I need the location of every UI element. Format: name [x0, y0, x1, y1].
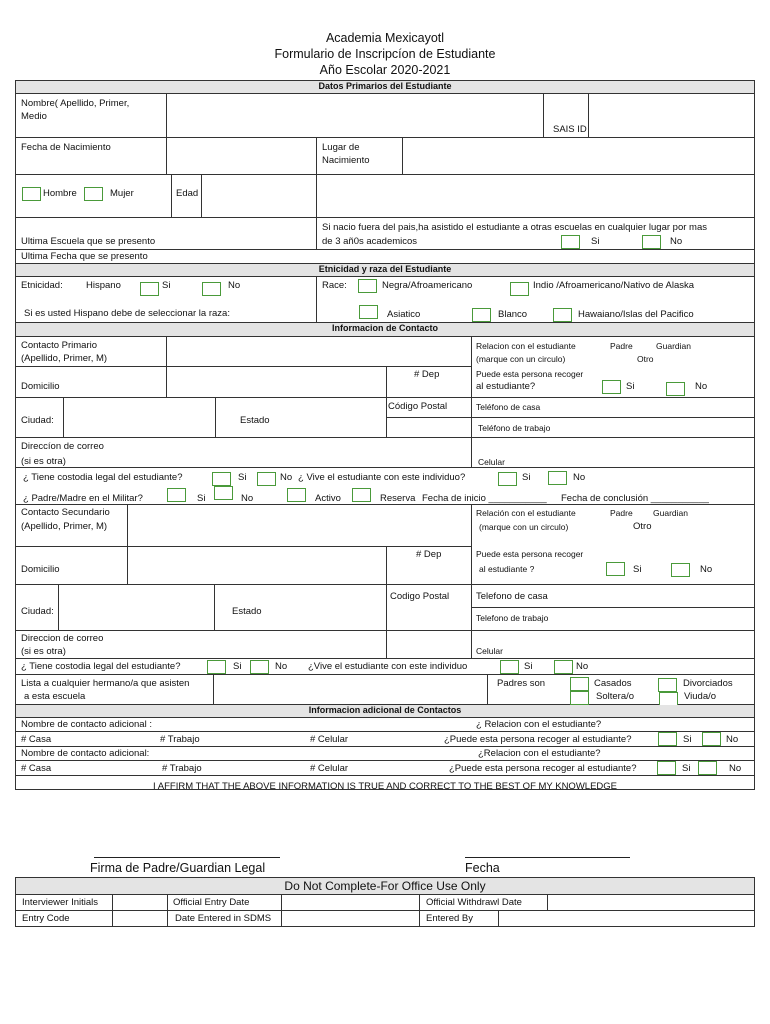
- hispanic-no-checkbox[interactable]: [202, 282, 221, 296]
- secondary-email-row: [15, 631, 755, 659]
- primary-pickup-label-1: Puede esta persona recoger: [476, 369, 584, 379]
- race-indian-label: Indio /Afroamericano/Nativo de Alaska: [533, 280, 695, 291]
- office-row-2: [15, 911, 755, 927]
- race-white-label: Blanco: [498, 309, 528, 320]
- primary-contact-label-2: (Apellido, Primer, M): [21, 353, 108, 364]
- primary-work-phone-label: Teléfono de trabajo: [478, 423, 551, 433]
- primary-email-label-2: (si es otra): [21, 456, 66, 467]
- divorced-checkbox[interactable]: [658, 678, 677, 692]
- last-date-label: Ultima Fecha que se presento: [21, 251, 148, 262]
- office-use-table: [15, 877, 755, 927]
- secondary-pickup-yes-checkbox[interactable]: [606, 562, 625, 576]
- primary-custody-no-label: No: [280, 472, 293, 483]
- hispanic-yes-checkbox[interactable]: [140, 282, 159, 296]
- secondary-custody-no-checkbox[interactable]: [250, 660, 269, 674]
- primary-lives-label: ¿ Vive el estudiante con este individuo?: [298, 472, 466, 483]
- secondary-custody-row: [15, 659, 755, 675]
- additional-pickup-2-label: ¿Puede esta persona recoger al estudiante?: [449, 763, 637, 774]
- secondary-relation-guardian[interactable]: Guardian: [653, 508, 688, 518]
- military-reserve-checkbox[interactable]: [352, 488, 371, 502]
- additional-work-1-label: # Trabajo: [160, 734, 200, 745]
- name-label-2: Medio: [21, 111, 47, 122]
- last-school-row: [15, 218, 755, 250]
- name-row: [15, 94, 755, 138]
- primary-relation-label-1: Relacion con el estudiante: [476, 341, 576, 351]
- secondary-relation-otro[interactable]: Otro: [633, 521, 652, 532]
- date-signature-label: Fecha: [465, 861, 500, 875]
- entry-code-label: Entry Code: [22, 913, 70, 924]
- secondary-lives-no-checkbox[interactable]: [554, 660, 573, 674]
- siblings-label-1: Lista a cualquier hermano/a que asisten: [21, 678, 190, 689]
- secondary-pickup-no-label: No: [700, 564, 713, 575]
- last-date-row: [15, 250, 755, 264]
- additional-contact-2-row: [15, 747, 755, 761]
- parents-are-label: Padres son: [497, 678, 546, 689]
- primary-lives-no-label: No: [573, 472, 586, 483]
- additional-name-2-label: Nombre de contacto adicional:: [21, 748, 150, 759]
- primary-address-label: Domicilio: [21, 381, 60, 392]
- primary-custody-yes-checkbox[interactable]: [212, 472, 231, 486]
- additional-pickup-1-no-checkbox[interactable]: [702, 732, 721, 746]
- ethnicity-label: Etnicidad:: [21, 280, 63, 291]
- primary-lives-yes-checkbox[interactable]: [498, 472, 517, 486]
- birthplace-label-1: Lugar de: [322, 142, 360, 153]
- primary-state-label: Estado: [240, 415, 270, 426]
- secondary-email-label-2: (si es otra): [21, 646, 66, 657]
- age-label: Edad: [176, 188, 199, 199]
- date-signature-line[interactable]: [465, 857, 630, 858]
- primary-relation-guardian[interactable]: Guardian: [656, 341, 691, 351]
- abroad-question-1: Si nacio fuera del pais,ha asistido el estudiante a otras escuelas en cualquier lugar por mas: [322, 222, 707, 233]
- secondary-custody-label: ¿ Tiene costodia legal del estudiante?: [21, 661, 181, 672]
- secondary-relation-label-1: Relación con el estudiante: [476, 508, 576, 518]
- secondary-contact-row: [15, 505, 755, 585]
- secondary-city-field[interactable]: [59, 585, 213, 630]
- additional-heading: Informacion adicional de Contactos: [15, 705, 755, 718]
- affirm-row: [15, 776, 755, 790]
- last-school-label: Ultima Escuela que se presento: [21, 236, 156, 247]
- military-yes-label: Si: [197, 493, 206, 504]
- primary-pickup-yes-checkbox[interactable]: [602, 380, 621, 394]
- secondary-pickup-yes-label: Si: [633, 564, 642, 575]
- primary-pickup-yes-label: Si: [626, 381, 635, 392]
- siblings-label-2: a esta escuela: [24, 691, 86, 702]
- female-label: Mujer: [110, 188, 134, 199]
- name-field[interactable]: [167, 94, 542, 137]
- abroad-yes-checkbox[interactable]: [561, 235, 580, 249]
- secondary-pickup-label-1: Puede esta persona recoger: [476, 549, 584, 559]
- office-row-1: [15, 895, 755, 911]
- secondary-pickup-no-checkbox[interactable]: [671, 563, 690, 577]
- school-year: Año Escolar 2020-2021: [319, 63, 451, 77]
- primary-lives-no-checkbox[interactable]: [548, 471, 567, 485]
- primary-relation-otro[interactable]: Otro: [637, 354, 654, 364]
- primary-custody-no-checkbox[interactable]: [257, 472, 276, 486]
- secondary-email-label-1: Direccion de correo: [21, 633, 104, 644]
- additional-home-2-label: # Casa: [21, 763, 52, 774]
- birthplace-label-2: Nacimiento: [322, 155, 370, 166]
- gender-row: [15, 175, 755, 218]
- female-checkbox[interactable]: [84, 187, 103, 201]
- primary-postal-label: Código Postal: [388, 401, 448, 412]
- hispanic-yes-label: Si: [162, 280, 171, 291]
- additional-name-1-label: Nombre de contacto adicional :: [21, 719, 152, 730]
- secondary-lives-yes-checkbox[interactable]: [500, 660, 519, 674]
- ethnicity-row: [15, 277, 755, 323]
- primary-pickup-label-2: al estudiante?: [476, 381, 536, 392]
- military-active-label: Activo: [315, 493, 341, 504]
- married-checkbox[interactable]: [570, 677, 589, 691]
- secondary-address-field[interactable]: [128, 547, 385, 584]
- additional-pickup-1-label: ¿Puede esta persona recoger al estudiante?: [444, 734, 632, 745]
- military-reserve-label: Reserva: [380, 493, 416, 504]
- additional-contact-1-row: [15, 718, 755, 732]
- race-white-checkbox[interactable]: [472, 308, 491, 322]
- widowed-checkbox[interactable]: [659, 692, 678, 706]
- secondary-work-phone-label: Telefono de trabajo: [476, 613, 549, 623]
- additional-home-1-label: # Casa: [21, 734, 52, 745]
- male-label: Hombre: [43, 188, 77, 199]
- additional-pickup-1-yes-label: Si: [683, 734, 692, 745]
- entered-by-label: Entered By: [426, 913, 473, 924]
- additional-cell-1-label: # Celular: [310, 734, 349, 745]
- secondary-custody-yes-checkbox[interactable]: [207, 660, 226, 674]
- secondary-cell-label: Celular: [476, 646, 503, 656]
- additional-pickup-2-yes-checkbox[interactable]: [657, 761, 676, 775]
- additional-relation-2-label: ¿Relacion con el estudiante?: [478, 748, 601, 759]
- additional-phones-1-row: [15, 732, 755, 747]
- primary-cell-label: Celular: [478, 457, 505, 467]
- primary-address-field[interactable]: [167, 367, 385, 397]
- form-title: Formulario de Inscripcíon de Estudiante: [274, 47, 496, 61]
- primary-pickup-no-label: No: [695, 381, 708, 392]
- registration-form: [15, 80, 755, 790]
- primary-home-phone-label: Teléfono de casa: [476, 402, 541, 412]
- hispanic-label: Hispano: [86, 280, 121, 291]
- race-hawaiian-label: Hawaiano/Islas del Pacifico: [578, 309, 694, 320]
- additional-pickup-2-no-label: No: [729, 763, 742, 774]
- affirm-statement: I AFFIRM THAT THE ABOVE INFORMATION IS TRUE AND CORRECT TO THE BEST OF MY KNOWLEDGE: [153, 781, 617, 792]
- ethnicity-heading: Etnicidad y raza del Estudiante: [15, 264, 755, 277]
- primary-custody-yes-label: Si: [238, 472, 247, 483]
- primary-lives-yes-label: Si: [522, 472, 531, 483]
- abroad-question-2: de 3 añ0s academicos: [322, 236, 418, 247]
- secondary-contact-label-1: Contacto Secundario: [21, 507, 110, 518]
- secondary-lives-yes-label: Si: [524, 661, 533, 672]
- secondary-pickup-label-2: al estudiante ?: [479, 564, 535, 574]
- military-no-label: No: [241, 493, 254, 504]
- additional-work-2-label: # Trabajo: [162, 763, 202, 774]
- primary-dep-label: # Dep: [414, 369, 440, 380]
- secondary-lives-no-label: No: [576, 661, 589, 672]
- dob-row: [15, 138, 755, 175]
- secondary-custody-yes-label: Si: [233, 661, 242, 672]
- sais-id-label: SAIS ID: [553, 124, 587, 135]
- hispanic-no-label: No: [228, 280, 241, 291]
- additional-pickup-2-yes-label: Si: [682, 763, 691, 774]
- additional-phones-2-row: [15, 761, 755, 776]
- race-hawaiian-checkbox[interactable]: [553, 308, 572, 322]
- military-no-checkbox[interactable]: [214, 486, 233, 500]
- secondary-lives-label: ¿Vive el estudiante con este individuo: [308, 661, 468, 672]
- primary-city-field[interactable]: [64, 398, 214, 437]
- dob-label: Fecha de Nacimiento: [21, 142, 111, 153]
- interviewer-initials-label: Interviewer Initials: [22, 897, 99, 908]
- contact-heading: Informacion de Contacto: [15, 323, 755, 337]
- primary-relation-padre[interactable]: Padre: [610, 341, 633, 351]
- married-label: Casados: [594, 678, 632, 689]
- secondary-contact-name-field[interactable]: [128, 505, 470, 546]
- sais-id-field[interactable]: [589, 94, 754, 137]
- secondary-home-phone-label: Telefono de casa: [476, 591, 548, 602]
- primary-custody-label: ¿ Tiene costodia legal del estudiante?: [23, 472, 183, 483]
- primary-heading: Datos Primarios del Estudiante: [15, 80, 755, 94]
- single-label: Soltera/o: [596, 691, 635, 702]
- secondary-city-label: Ciudad:: [21, 606, 54, 617]
- race-indian-checkbox[interactable]: [510, 282, 529, 296]
- siblings-row: [15, 675, 755, 705]
- abroad-yes-label: Si: [591, 236, 600, 247]
- dob-field[interactable]: [167, 138, 315, 174]
- military-active-checkbox[interactable]: [287, 488, 306, 502]
- military-start-date[interactable]: Fecha de inicio ___________: [422, 493, 547, 504]
- secondary-state-label: Estado: [232, 606, 262, 617]
- additional-pickup-1-no-label: No: [726, 734, 739, 745]
- hispanic-race-note: Si es usted Hispano debe de seleccionar la raza:: [24, 308, 230, 319]
- primary-city-row: [15, 398, 755, 438]
- secondary-city-row: [15, 585, 755, 631]
- primary-contact-row: [15, 337, 755, 398]
- additional-cell-2-label: # Celular: [310, 763, 349, 774]
- guardian-signature-label: Firma de Padre/Guardian Legal: [90, 861, 266, 875]
- sdms-date-label: Date Entered in SDMS: [175, 913, 272, 924]
- abroad-no-label: No: [670, 236, 683, 247]
- race-asian-label: Asiatico: [387, 309, 421, 320]
- secondary-relation-padre[interactable]: Padre: [610, 508, 633, 518]
- office-heading: Do Not Complete-For Office Use Only: [15, 877, 755, 895]
- military-label: ¿ Padre/Madre en el Militar?: [23, 493, 143, 504]
- guardian-signature-line[interactable]: [94, 857, 280, 858]
- military-end-date[interactable]: Fecha de conclusión ___________: [561, 493, 709, 504]
- siblings-field[interactable]: [214, 675, 486, 704]
- primary-relation-label-2: (marque con un circulo): [476, 354, 566, 364]
- primary-pickup-no-checkbox[interactable]: [666, 382, 685, 396]
- school-name: Academia Mexicayotl: [325, 31, 445, 45]
- secondary-relation-label-2: (marque con un circulo): [479, 522, 569, 532]
- secondary-dep-label: # Dep: [416, 549, 442, 560]
- additional-pickup-2-no-checkbox[interactable]: [698, 761, 717, 775]
- primary-email-label-1: Direccíon de correo: [21, 441, 104, 452]
- primary-email-row: [15, 438, 755, 468]
- secondary-custody-no-label: No: [275, 661, 288, 672]
- male-checkbox[interactable]: [22, 187, 41, 201]
- race-black-checkbox[interactable]: [358, 279, 377, 293]
- primary-city-label: Ciudad:: [21, 415, 54, 426]
- race-black-label: Negra/Afroamericano: [382, 280, 473, 291]
- secondary-postal-label: Codigo Postal: [390, 591, 450, 602]
- secondary-address-label: Domicilio: [21, 564, 60, 575]
- widowed-label: Viuda/o: [684, 691, 717, 702]
- additional-pickup-1-yes-checkbox[interactable]: [658, 732, 677, 746]
- secondary-contact-label-2: (Apellido, Primer, M): [21, 521, 108, 532]
- divorced-label: Divorciados: [683, 678, 733, 689]
- primary-contact-label-1: Contacto Primario: [21, 340, 98, 351]
- additional-relation-1-label: ¿ Relacion con el estudiante?: [476, 719, 602, 730]
- primary-custody-row: [15, 468, 755, 505]
- military-yes-checkbox[interactable]: [167, 488, 186, 502]
- primary-contact-name-field[interactable]: [167, 337, 470, 366]
- abroad-no-checkbox[interactable]: [642, 235, 661, 249]
- birthplace-field[interactable]: [403, 138, 754, 174]
- official-withdrawl-date-label: Official Withdrawl Date: [426, 897, 522, 908]
- single-checkbox[interactable]: [570, 691, 589, 705]
- race-label: Race:: [322, 280, 347, 291]
- official-entry-date-label: Official Entry Date: [173, 897, 250, 908]
- name-label-1: Nombre( Apellido, Primer,: [21, 98, 130, 109]
- race-asian-checkbox[interactable]: [359, 305, 378, 319]
- age-field[interactable]: [202, 175, 315, 217]
